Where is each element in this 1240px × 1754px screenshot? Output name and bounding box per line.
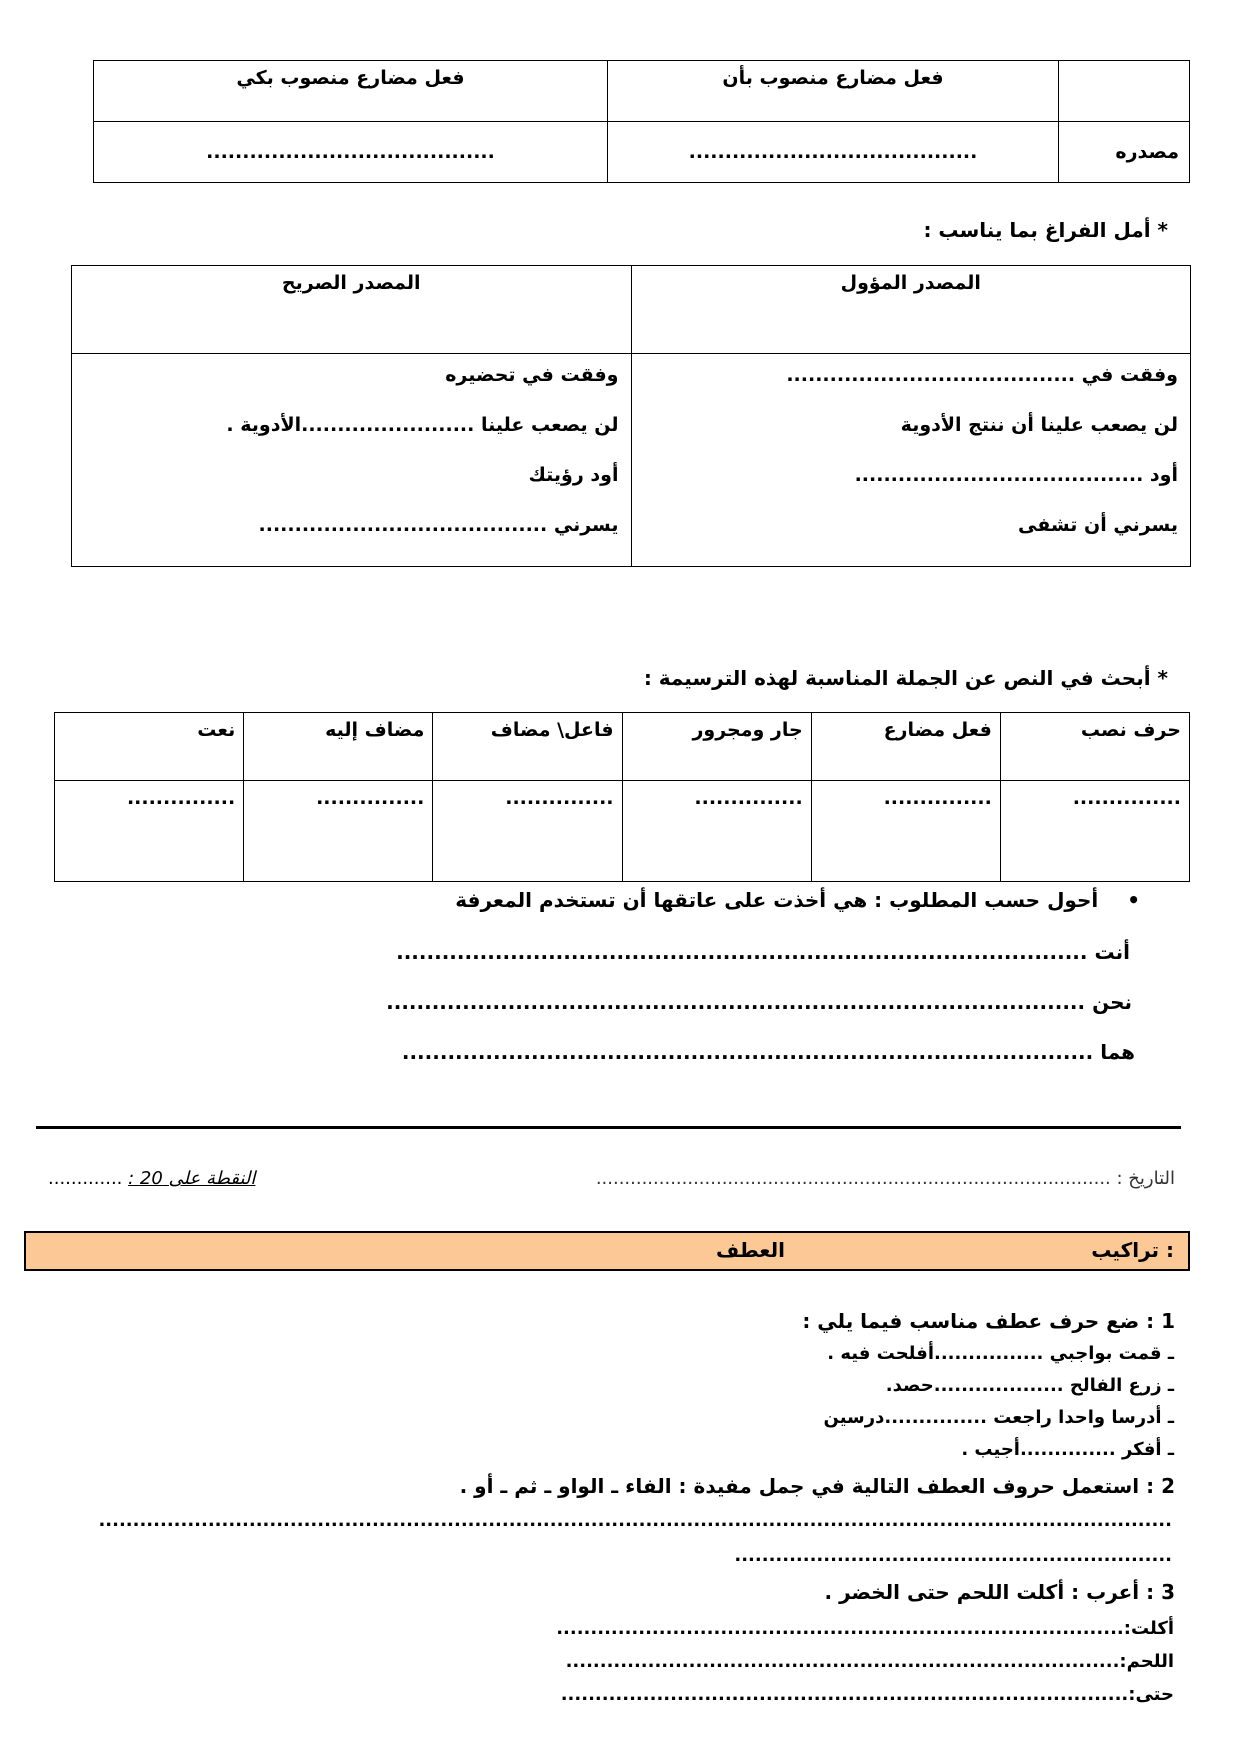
date-field[interactable]: التاريخ : .......................................................................................... bbox=[595, 1168, 1175, 1189]
fill-blanks-table bbox=[71, 265, 1191, 567]
blank-cell[interactable]: ............... bbox=[1000, 781, 1189, 882]
section2-title: * أبحث في النص عن الجملة المناسبة لهذه الترسيمة : bbox=[643, 666, 1168, 690]
q1-item[interactable]: ـ قمت بواجبي ................أفلحت فيه . bbox=[827, 1343, 1174, 1364]
header-mudaf-ilayh: مضاف إليه bbox=[244, 713, 433, 781]
table1-header-empty bbox=[1059, 61, 1190, 122]
bullet-icon: • bbox=[1127, 888, 1140, 912]
blank-cell[interactable]: ............... bbox=[622, 781, 811, 882]
parsing-diagram-table bbox=[54, 712, 1190, 882]
blank-cell[interactable]: ............... bbox=[433, 781, 622, 882]
q3-item[interactable]: حتى:................................................................................... bbox=[560, 1684, 1174, 1705]
exercise-q2: 2 : استعمل حروف العطف التالية في جمل مفيدة : الفاء ـ الواو ـ ثم ـ أو . bbox=[459, 1474, 1175, 1498]
q1-item[interactable]: ـ أفكر ..............أجيب . bbox=[961, 1439, 1174, 1460]
header-harf-nasb: حرف نصب bbox=[1000, 713, 1189, 781]
blank-cell[interactable]: ............... bbox=[55, 781, 244, 882]
q1-items bbox=[824, 1338, 1174, 1466]
muawwal-line[interactable]: أود ........................................ bbox=[854, 464, 1178, 486]
muawwal-line: لن يصعب علينا أن ننتج الأدوية bbox=[900, 414, 1178, 436]
section1-title: * أمل الفراغ بما يناسب : bbox=[923, 218, 1168, 242]
table1-header-kay: فعل مضارع منصوب بكي bbox=[94, 61, 608, 122]
section3-title-row bbox=[455, 888, 1140, 912]
column-masdar-muawwal bbox=[631, 354, 1191, 567]
exercise-q3: 3 : أعرب : أكلت اللحم حتى الخضر . bbox=[824, 1580, 1175, 1604]
masdar-table bbox=[93, 60, 1190, 183]
q2-answer-line[interactable]: ............................................................................................................................................................. bbox=[98, 1510, 1172, 1531]
q3-item[interactable]: أكلت:................................................................................... bbox=[556, 1618, 1174, 1639]
q1-item[interactable]: ـ أدرسا واحدا راجعت ...............درسين bbox=[823, 1407, 1174, 1428]
table1-blank-kay[interactable]: ........................................ bbox=[94, 122, 608, 183]
column-masdar-sarih bbox=[72, 354, 632, 567]
score-blank[interactable]: ............. bbox=[48, 1168, 123, 1189]
header-fail-mudaf: فاعل\ مضاف bbox=[433, 713, 622, 781]
blank-cell[interactable]: ............... bbox=[244, 781, 433, 882]
q3-items bbox=[556, 1612, 1174, 1711]
sarih-line[interactable]: يسرني ........................................ bbox=[258, 514, 619, 536]
header-naat: نعت bbox=[55, 713, 244, 781]
header-fiil-mudari: فعل مضارع bbox=[811, 713, 1000, 781]
table1-header-an: فعل مضارع منصوب بأن bbox=[608, 61, 1059, 122]
lesson-banner bbox=[24, 1231, 1190, 1271]
q3-item[interactable]: اللحم:................................................................................. bbox=[565, 1651, 1174, 1672]
blank-cell[interactable]: ............... bbox=[811, 781, 1000, 882]
score-label: النقطة على 20 : bbox=[128, 1168, 256, 1189]
conjugation-line-nahnu[interactable]: نحن ............................................................................................ bbox=[386, 990, 1132, 1014]
header-masdar-muawwal: المصدر المؤول bbox=[631, 266, 1191, 354]
sarih-line: وفقت في تحضيره bbox=[445, 364, 619, 386]
table1-row-label: مصدره bbox=[1059, 122, 1190, 183]
muawwal-line: يسرني أن تشفى bbox=[1018, 514, 1178, 536]
q2-answer-line[interactable]: ................................................................ bbox=[734, 1545, 1172, 1566]
conjugation-line-huma[interactable]: هما ........................................................................................... bbox=[401, 1040, 1135, 1064]
conjugation-line-anta[interactable]: أنت ........................................................................................... bbox=[396, 940, 1130, 964]
header-jar-majrur: جار ومجرور bbox=[622, 713, 811, 781]
muawwal-line[interactable]: وفقت في ........................................ bbox=[786, 364, 1178, 386]
section-divider bbox=[36, 1126, 1181, 1129]
sarih-line: أود رؤيتك bbox=[528, 464, 619, 486]
header-masdar-sarih: المصدر الصريح bbox=[72, 266, 632, 354]
banner-lesson-title: العطف bbox=[716, 1238, 785, 1262]
section3-title: أحول حسب المطلوب : هي أخذت على عاتقها أن تستخدم المعرفة bbox=[455, 888, 1099, 912]
banner-section-label: تراكيب : bbox=[1091, 1238, 1174, 1262]
score-field bbox=[48, 1168, 255, 1189]
sarih-line[interactable]: لن يصعب علينا ........................الأدوية . bbox=[226, 414, 619, 436]
exercise-q1: 1 : ضع حرف عطف مناسب فيما يلي : bbox=[802, 1309, 1175, 1333]
q1-item[interactable]: ـ زرع الفالح ...................حصد. bbox=[885, 1375, 1174, 1396]
table1-blank-an[interactable]: ........................................ bbox=[608, 122, 1059, 183]
